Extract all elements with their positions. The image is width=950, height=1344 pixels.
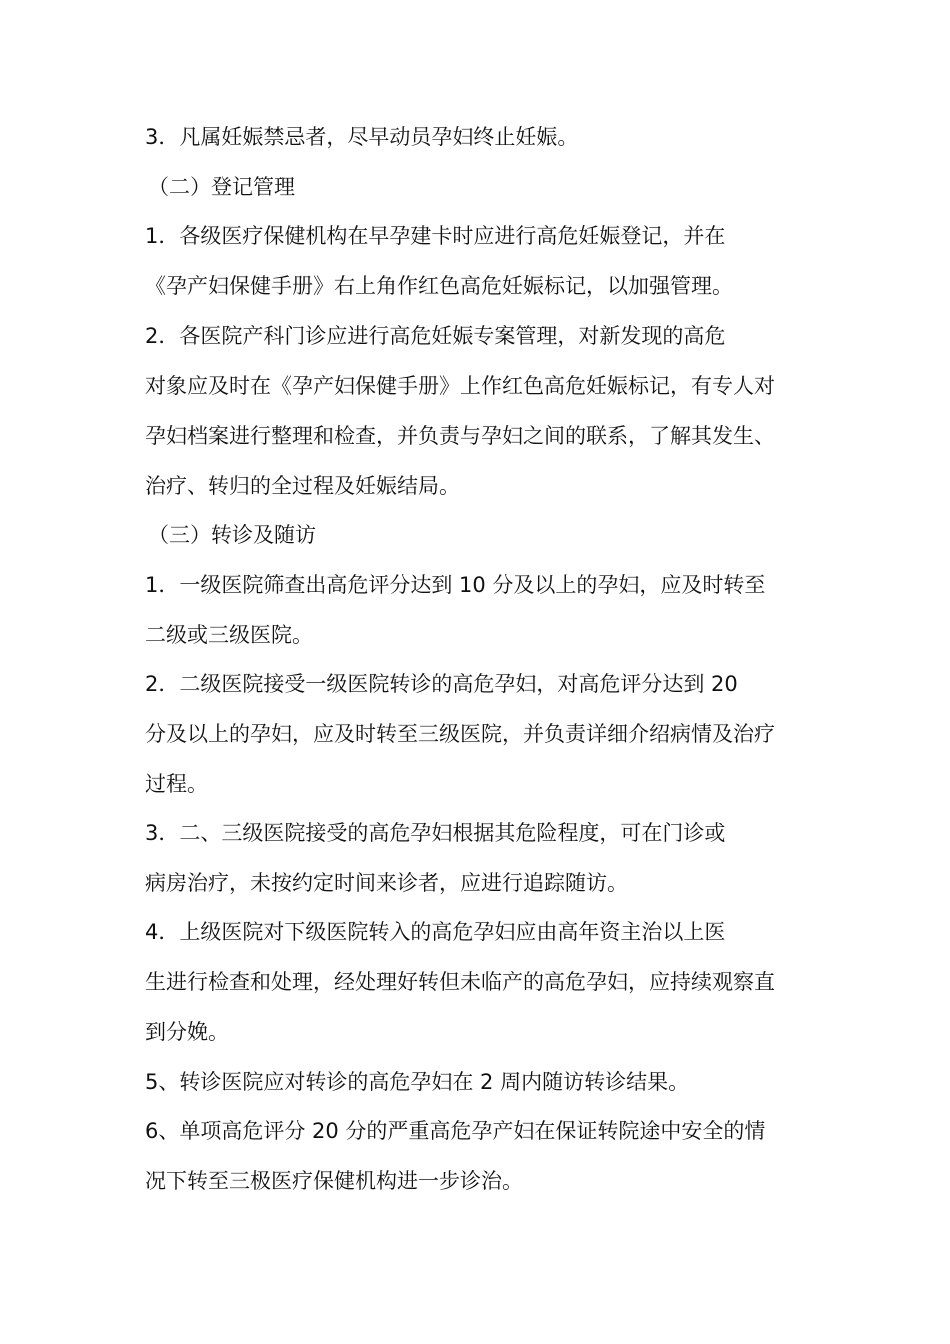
- paragraph-line: 对象应及时在《孕产妇保健手册》上作红色高危妊娠标记，有专人对: [145, 374, 775, 398]
- paragraph-line: 1．各级医疗保健机构在早孕建卡时应进行高危妊娠登记，并在: [145, 224, 726, 248]
- paragraph-line: 3．二、三级医院接受的高危孕妇根据其危险程度，可在门诊或: [145, 821, 726, 845]
- paragraph-line: 6、单项高危评分 20 分的严重高危孕产妇在保证转院途中安全的情: [145, 1119, 766, 1143]
- paragraph-line: 治疗、转归的全过程及妊娠结局。: [145, 474, 460, 498]
- paragraph-line: 2．二级医院接受一级医院转诊的高危孕妇，对高危评分达到 20: [145, 672, 738, 696]
- paragraph-line: 到分娩。: [145, 1020, 229, 1044]
- paragraph-line: 《孕产妇保健手册》右上角作红色高危妊娠标记，以加强管理。: [145, 274, 733, 298]
- paragraph-line: 孕妇档案进行整理和检查，并负责与孕妇之间的联系，了解其发生、: [145, 424, 775, 448]
- paragraph-line: 二级或三级医院。: [145, 623, 313, 647]
- paragraph-line: 1．一级医院筛查出高危评分达到 10 分及以上的孕妇，应及时转至: [145, 573, 766, 597]
- section-heading: （二）登记管理: [148, 175, 295, 199]
- paragraph-line: 2．各医院产科门诊应进行高危妊娠专案管理，对新发现的高危: [145, 324, 726, 348]
- paragraph-line: 过程。: [145, 772, 208, 796]
- paragraph-line: 病房治疗，未按约定时间来诊者，应进行追踪随访。: [145, 871, 628, 895]
- paragraph-line: 3．凡属妊娠禁忌者，尽早动员孕妇终止妊娠。: [145, 125, 579, 149]
- paragraph-line: 4．上级医院对下级医院转入的高危孕妇应由高年资主治以上医: [145, 920, 726, 944]
- paragraph-line: 生进行检查和处理，经处理好转但未临产的高危孕妇，应持续观察直: [145, 970, 775, 994]
- section-heading: （三）转诊及随访: [148, 523, 316, 547]
- paragraph-line: 分及以上的孕妇，应及时转至三级医院，并负责详细介绍病情及治疗: [145, 722, 775, 746]
- paragraph-line: 5、转诊医院应对转诊的高危孕妇在 2 周内随访转诊结果。: [145, 1070, 690, 1094]
- paragraph-line: 况下转至三极医疗保健机构进一步诊治。: [145, 1169, 523, 1193]
